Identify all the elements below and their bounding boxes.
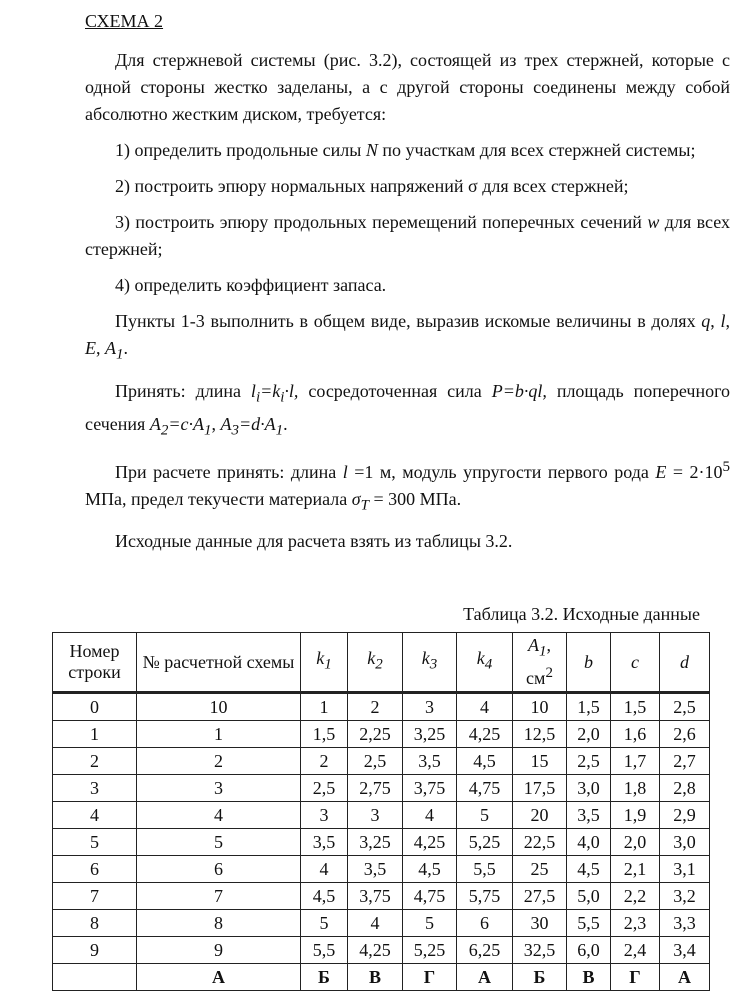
text-segment: для всех стержней;: [85, 212, 730, 259]
table-cell: 1,8: [611, 775, 660, 802]
text-segment: l: [250, 380, 256, 401]
text-segment: ,: [96, 338, 105, 358]
letter-cell: Г: [403, 964, 457, 991]
table-cell: 2,25: [348, 721, 403, 748]
table-cell: 3: [348, 802, 403, 829]
table-cell: 2,75: [348, 775, 403, 802]
text-segment: = 300 МПа.: [368, 488, 462, 509]
paragraph: [85, 173, 730, 200]
table-cell: 2: [348, 693, 403, 721]
table-cell: 1,7: [611, 748, 660, 775]
table-cell: 2,4: [611, 937, 660, 964]
table-cell: 2,0: [611, 829, 660, 856]
table-cell: 9: [53, 937, 137, 964]
table-cell: 4,25: [348, 937, 403, 964]
table-cell: 2: [301, 748, 348, 775]
text-segment: № расчетной схемы: [142, 651, 295, 672]
table-cell: 3,25: [348, 829, 403, 856]
text-segment: МПа, предел текучести материала: [85, 488, 352, 509]
table-cell: 4,25: [403, 829, 457, 856]
table-cell: 3: [301, 802, 348, 829]
paragraphs: [85, 47, 730, 555]
text-segment: q: [701, 311, 711, 331]
text-segment: E: [655, 461, 667, 482]
text-segment: T: [360, 497, 369, 514]
paragraph: [85, 137, 730, 164]
text-segment: сосредоточенная сила: [298, 380, 492, 401]
text-segment: =c·A: [168, 414, 204, 435]
text-segment: по участкам для всех стержней системы;: [377, 140, 696, 160]
table-cell: 4: [301, 856, 348, 883]
text-segment: E: [85, 338, 96, 358]
table-cell: 3,0: [567, 775, 611, 802]
letter-cell: [53, 964, 137, 991]
paragraph: [85, 209, 730, 263]
column-header: [457, 633, 513, 693]
column-header: [403, 633, 457, 693]
text-segment: 2) построить эпюру нормальных напряжений σ для всех стержней;: [115, 176, 629, 196]
table-cell: 8: [137, 910, 301, 937]
text-segment: =1 м, модуль упругости первого рода: [347, 461, 656, 482]
table-cell: 1,5: [611, 693, 660, 721]
table-cell: 2: [53, 748, 137, 775]
text-segment: ,: [725, 311, 730, 331]
table-cell: 3,0: [660, 829, 710, 856]
table-cell: 1,5: [301, 721, 348, 748]
table-cell: 2,6: [660, 721, 710, 748]
paragraph: [85, 47, 730, 128]
table-cell: 2,1: [611, 856, 660, 883]
table-cell: 4,5: [457, 748, 513, 775]
text-segment: P=b·ql,: [491, 380, 547, 401]
input-data-table: [52, 632, 710, 991]
table-cell: 4,0: [567, 829, 611, 856]
text-segment: площадь поперечного сечения: [85, 380, 731, 435]
table-cell: 10: [513, 693, 567, 721]
table-cell: 1,6: [611, 721, 660, 748]
table-cell: 25: [513, 856, 567, 883]
text-segment: 1: [116, 346, 124, 363]
table-cell: 3,5: [403, 748, 457, 775]
table-cell: 6: [137, 856, 301, 883]
letter-cell: В: [348, 964, 403, 991]
text-segment: 3: [429, 656, 438, 673]
table-cell: 3,25: [403, 721, 457, 748]
letter-cell: А: [457, 964, 513, 991]
table-cell: 5,5: [567, 910, 611, 937]
text-segment: ,: [710, 311, 721, 331]
table-row: [53, 802, 710, 829]
text-segment: l: [720, 311, 726, 331]
text-segment: 2: [545, 664, 553, 681]
text-segment: b: [584, 651, 593, 672]
letter-cell: А: [137, 964, 301, 991]
text-segment: 1) определить продольные силы: [115, 140, 366, 160]
text-segment: .: [283, 414, 288, 435]
table-cell: 5: [403, 910, 457, 937]
text-segment: 3) построить эпюру продольных перемещений поперечных сечений: [115, 212, 648, 232]
text-segment: k: [316, 648, 325, 669]
table-cell: 6,0: [567, 937, 611, 964]
table-cell: 2,2: [611, 883, 660, 910]
table-cell: 4: [457, 693, 513, 721]
letter-cell: В: [567, 964, 611, 991]
paragraph: [85, 272, 730, 299]
text-segment: 1: [324, 656, 332, 673]
column-header: [513, 633, 567, 693]
table-cell: 4: [53, 802, 137, 829]
table-cell: 4,5: [567, 856, 611, 883]
table-cell: 2,7: [660, 748, 710, 775]
table-cell: 2,3: [611, 910, 660, 937]
text-segment: 1: [539, 643, 547, 660]
table-cell: 22,5: [513, 829, 567, 856]
table-row: [53, 856, 710, 883]
text-segment: σ: [351, 488, 361, 509]
table-cell: 5,0: [567, 883, 611, 910]
table-cell: 0: [53, 693, 137, 721]
text-segment: Пункты 1-3 выполнить в общем виде, выразив искомые величины в долях: [115, 311, 702, 331]
letter-cell: Б: [513, 964, 567, 991]
table-cell: 3: [137, 775, 301, 802]
text-segment: 1: [203, 422, 212, 439]
table-cell: 7: [53, 883, 137, 910]
text-segment: N: [365, 140, 378, 160]
table-cell: 2,9: [660, 802, 710, 829]
table-cell: 3,75: [403, 775, 457, 802]
table-cell: 4: [137, 802, 301, 829]
column-header: [53, 633, 137, 693]
text-segment: 5: [722, 458, 730, 475]
table-row: [53, 910, 710, 937]
table-cell: 9: [137, 937, 301, 964]
table-row: [53, 829, 710, 856]
text-segment: = 2·10: [666, 461, 723, 482]
text-segment: При расчете принять: длина: [115, 461, 343, 482]
table-cell: 5,5: [457, 856, 513, 883]
table-cell: 2,0: [567, 721, 611, 748]
column-header: [301, 633, 348, 693]
text-segment: Принять: длина: [115, 380, 251, 401]
table-cell: 10: [137, 693, 301, 721]
letter-cell: Б: [301, 964, 348, 991]
table-cell: 32,5: [513, 937, 567, 964]
table-cell: 3,3: [660, 910, 710, 937]
text-segment: A: [220, 414, 232, 435]
table-cell: 3,5: [567, 802, 611, 829]
table-cell: 4,75: [403, 883, 457, 910]
table-cell: 1: [137, 721, 301, 748]
table-cell: 6,25: [457, 937, 513, 964]
paragraph: [85, 308, 730, 369]
text-segment: =d·A: [238, 414, 276, 435]
letter-cell: А: [660, 964, 710, 991]
table-cell: 3,2: [660, 883, 710, 910]
paragraph: [85, 528, 730, 555]
table-cell: 3,75: [348, 883, 403, 910]
table-cell: 5,5: [301, 937, 348, 964]
table-row: [53, 721, 710, 748]
table-cell: 12,5: [513, 721, 567, 748]
text-segment: .: [123, 338, 128, 358]
text-segment: k: [421, 648, 430, 669]
table-cell: 4,25: [457, 721, 513, 748]
table-cell: 27,5: [513, 883, 567, 910]
text-segment: =k: [260, 380, 281, 401]
table-row: [53, 748, 710, 775]
table-cell: 4,5: [301, 883, 348, 910]
table-cell: 1,5: [567, 693, 611, 721]
table-cell: 15: [513, 748, 567, 775]
text-segment: 4) определить коэффициент запаса.: [115, 275, 387, 295]
table-cell: 2: [137, 748, 301, 775]
paragraph: [85, 454, 730, 520]
table-row: [53, 937, 710, 964]
text-segment: 2: [160, 422, 169, 439]
table-cell: 7: [137, 883, 301, 910]
text-segment: l: [342, 461, 348, 482]
table-cell: 2,8: [660, 775, 710, 802]
table-cell: 5,75: [457, 883, 513, 910]
text-segment: Для стержневой системы (рис. 3.2), состоящей из трех стержней, которые с одной стороны жестко заделаны, а с другой стороны соединены между собой абсолютно жестким диском, требуется:: [85, 50, 730, 124]
column-header: [567, 633, 611, 693]
table-cell: 3,5: [301, 829, 348, 856]
table-cell: 5,25: [403, 937, 457, 964]
paragraph: [85, 378, 730, 445]
text-segment: d: [680, 651, 689, 672]
table-cell: 4,5: [403, 856, 457, 883]
table-cell: 1: [53, 721, 137, 748]
text-segment: , см: [526, 635, 551, 688]
text-segment: Номер строки: [68, 641, 121, 682]
table-cell: 1: [301, 693, 348, 721]
text-segment: Исходные данные для расчета взять из таблицы 3.2.: [115, 531, 513, 552]
table-cell: 5: [301, 910, 348, 937]
table-cell: 3,5: [348, 856, 403, 883]
text-segment: i: [255, 389, 261, 406]
table-cell: 5,25: [457, 829, 513, 856]
text-segment: A: [149, 414, 161, 435]
text-segment: 3: [231, 422, 239, 439]
table-row: [53, 883, 710, 910]
text-segment: 2: [375, 656, 383, 673]
table-cell: 8: [53, 910, 137, 937]
column-header: [137, 633, 301, 693]
table-row: [53, 693, 710, 721]
table-cell: 6: [53, 856, 137, 883]
text-segment: c: [631, 651, 639, 672]
table-row: [53, 775, 710, 802]
table-cell: 3: [403, 693, 457, 721]
table-cell: 4,75: [457, 775, 513, 802]
text-segment: ·l,: [284, 380, 299, 401]
table-cell: 1,9: [611, 802, 660, 829]
table-cell: 3,1: [660, 856, 710, 883]
table-cell: 17,5: [513, 775, 567, 802]
table-cell: 6: [457, 910, 513, 937]
table-cell: 4: [403, 802, 457, 829]
column-header: [611, 633, 660, 693]
table-cell: 2,5: [348, 748, 403, 775]
table-cell: 5: [457, 802, 513, 829]
table-cell: 2,5: [301, 775, 348, 802]
text-segment: A: [528, 635, 539, 656]
column-header: [348, 633, 403, 693]
column-header: [660, 633, 710, 693]
table-cell: 5: [137, 829, 301, 856]
table-header-row: [53, 633, 710, 693]
scheme-title: СХЕМА 2: [85, 11, 164, 31]
table-cell: 3: [53, 775, 137, 802]
table-caption: Таблица 3.2. Исходные данные: [463, 604, 700, 624]
letter-cell: Г: [611, 964, 660, 991]
table-cell: 5: [53, 829, 137, 856]
table-cell: 3,4: [660, 937, 710, 964]
table-cell: 2,5: [567, 748, 611, 775]
text-segment: ,: [211, 414, 221, 435]
document-body: [85, 8, 730, 564]
table-cell: 30: [513, 910, 567, 937]
letter-row: [53, 964, 710, 991]
text-segment: i: [280, 389, 285, 406]
text-segment: k: [476, 648, 485, 669]
text-segment: A: [105, 338, 116, 358]
table-cell: 4: [348, 910, 403, 937]
table-cell: 2,5: [660, 693, 710, 721]
text-segment: w: [647, 212, 660, 232]
text-segment: 4: [484, 656, 493, 673]
text-segment: k: [367, 648, 376, 669]
table-cell: 20: [513, 802, 567, 829]
text-segment: 1: [275, 422, 284, 439]
